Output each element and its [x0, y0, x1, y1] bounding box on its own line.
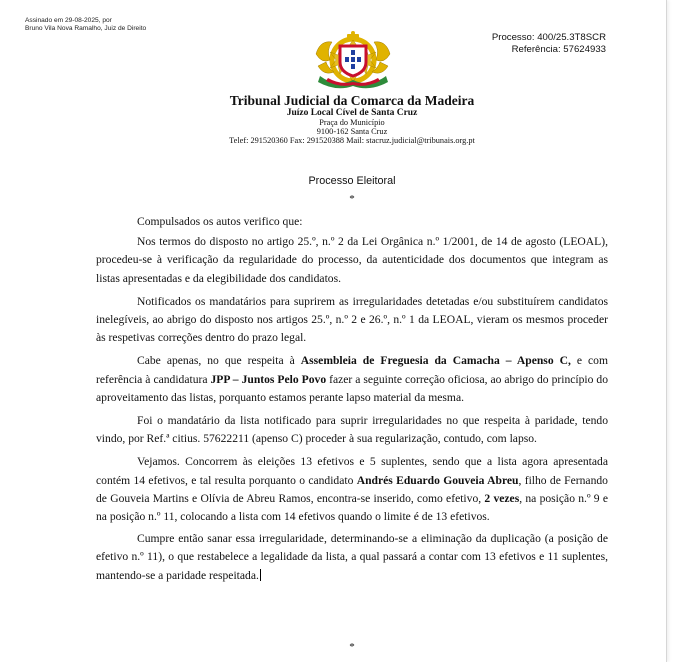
- text-span: fazer a seguinte correção oficiosa, ao abrigo do princípio do aproveitamento das listas, porquanto estamos perante lapso material da mesma.: [96, 372, 609, 404]
- paragraph-verification: Nos termos do disposto no artigo 25.º, n.º 2 da Lei Orgânica n.º 1/2001, de 14 de agosto (LEOAL), procedeu-se à verificação da regularidade do processo, da autenticidade dos documentos que integram as listas apresentadas e da elegibilidade dos candidatos.: [96, 235, 608, 285]
- separator-star-bottom: *: [349, 641, 355, 653]
- duplicate-count: 2 vezes: [484, 491, 520, 505]
- paragraph-analysis: [96, 453, 608, 526]
- text-span: , na posição n.º 9 e na posição n.º 11, colocando a lista com 14 efetivos quando o limite é de 13 efetivos.: [96, 491, 608, 524]
- document-body[interactable]: [96, 213, 608, 590]
- text-span: e com referência à candidatura: [96, 354, 608, 386]
- text-cursor: [260, 569, 261, 581]
- process-info: [492, 32, 606, 56]
- court-name: Tribunal Judicial da Comarca da Madeira: [229, 93, 475, 108]
- address-line-1: Praça do Município: [319, 118, 385, 127]
- contacts-line: Telef: 291520360 Fax: 291520388 Mail: stacruz.judicial@tribunais.org.pt: [229, 135, 475, 145]
- paragraph-parity: Foi o mandatário da lista notificado para suprir irregularidades no que respeita à paridade, tendo vindo, por Ref.ª citius. 57622211 (apenso C) proceder à sua regularização, contudo, com lapso.: [96, 414, 608, 446]
- candidate-name: Andrés Eduardo Gouveia Abreu: [356, 473, 519, 487]
- candidacy-name: JPP – Juntos Pelo Povo: [210, 372, 327, 386]
- document-title: Processo Eleitoral: [308, 175, 396, 187]
- text-span: , filho de Fernando de Gouveia Martins e Olívia de Abreu Ramos, encontra-se inserido, como efetivo,: [96, 473, 608, 505]
- text-span: Cumpre então sanar essa irregularidade, determinando-se a eliminação da duplicação (a posição de efetivo n.º 11), o que restabelece a legalidade da lista, a qual passará a contar com 13 efetivos e 11 suplentes, mantendo-se a paridade respeitada.: [96, 532, 608, 582]
- separator-star-top: *: [349, 193, 355, 205]
- process-number: Processo: 400/25.3T8SCR: [491, 32, 606, 43]
- paragraph-camacha: [96, 352, 608, 407]
- signature-line-2: Bruno Vila Nova Ramalho, Juiz de Direito: [25, 25, 147, 32]
- digital-signature-note: [25, 17, 146, 33]
- paragraph-notification: Notificados os mandatários para suprirem as irregularidades detetadas e/ou substituírem candidatos inelegíveis, ao abrigo do disposto nos artigos 25.º, n.º 2 e 26.º, n.º 1 da LEOAL, vieram os mesmos proceder às respetivas correções dentro do prazo legal.: [96, 294, 608, 345]
- paragraph-intro: Compulsados os autos verifico que:: [137, 215, 303, 228]
- process-reference: Referência: 57624933: [511, 44, 606, 55]
- signature-line-1: Assinado em 29-08-2025, por: [25, 17, 112, 24]
- address-line-2: 9100-162 Santa Cruz: [316, 126, 388, 136]
- text-span: Cabe apenas, no que respeita à: [137, 354, 301, 368]
- juizo-name: Juízo Local Cível de Santa Cruz: [286, 108, 418, 118]
- paragraph-decision: [96, 530, 608, 585]
- assembly-name: Assembleia de Freguesia da Camacha – Apenso C,: [300, 354, 571, 368]
- text-span: Vejamos. Concorrem às eleições 13 efetivos e 5 suplentes, sendo que a lista agora apresentada contém 14 efetivos, e tal resulta porquanto o candidato: [96, 455, 608, 487]
- portuguese-coat-of-arms-icon: [308, 30, 398, 92]
- letterhead: [157, 93, 547, 145]
